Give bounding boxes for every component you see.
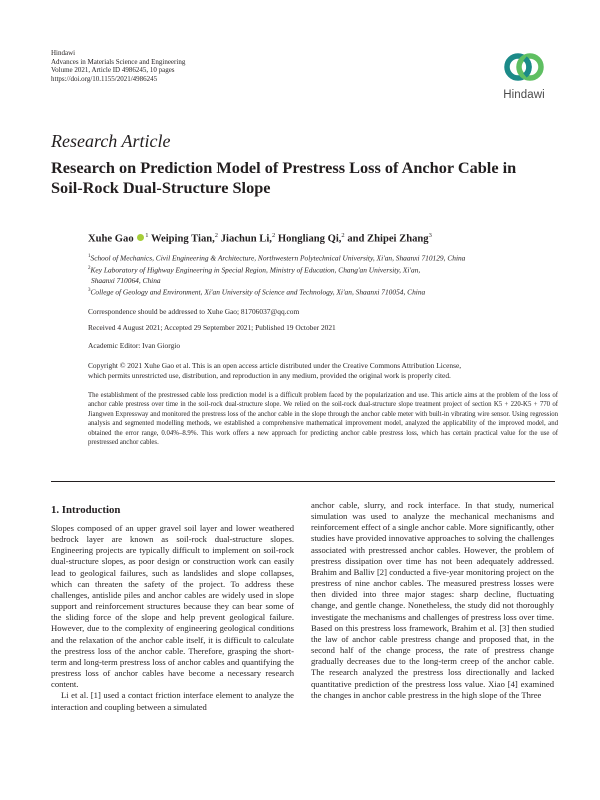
paragraph: Li et al. [1] used a contact friction interface element to analyze the interaction and coupling between a simulated	[51, 690, 294, 712]
hindawi-logo	[494, 46, 554, 101]
affiliation-text: College of Geology and Environment, Xi'an University of Science and Technology, Xi'an, Shaanxi 710054, China	[90, 287, 426, 297]
author-sup: 3	[428, 232, 432, 239]
affiliation-text: Key Laboratory of Highway Engineering in Special Region, Ministry of Education, Chang'an University, Xi'an,	[90, 265, 421, 275]
affiliation-2	[88, 264, 558, 276]
affiliation-text: School of Mechanics, Civil Engineering & Architecture, Northwestern Polytechnical University, Xi'an, Shaanxi 710129, China	[90, 253, 466, 263]
abstract: The establishment of the prestressed cable loss prediction model is a difficult problem faced by the popularization and use. This article aims at the problem of the loss of anchor cable prestress over time in the soil-rock dual-structure slope. We relied on the soil-rock dual-structure slope treatment project of section K5 + 220-K5 + 770 of Jiangwen Expressway and monitored the prestress loss of the anchor cable in the slope through the anchor cable meter with built-in vibrating wire sensor. Using regression analysis and segmented modelling methods, we established a comprehensive mathematical improvement model, analyzed the applicability of the improved model, and obtained the error range, 0.04%–8.9%. This work offers a new approach for predicting anchor cable prestress loss, which has certain practical value for the use of prestressed anchor cables.	[88, 392, 558, 447]
academic-editor: Academic Editor: Ivan Giorgio	[88, 341, 181, 350]
author-name: and Zhipei Zhang	[347, 233, 429, 245]
affiliation-2-cont	[88, 276, 558, 286]
author-list	[88, 232, 558, 245]
author-name: Hongliang Qi,	[277, 233, 342, 245]
orcid-icon[interactable]	[137, 234, 144, 241]
hindawi-logo-icon	[503, 46, 545, 88]
paper-title	[51, 158, 571, 198]
volume-info: Volume 2021, Article ID 4986245, 10 pages	[51, 66, 175, 75]
section-heading: 1. Introduction	[51, 504, 121, 516]
copyright-line-2: which permits unrestricted use, distribution, and reproduction in any medium, provided the original work is properly cited.	[88, 371, 451, 380]
publisher-name: Hindawi	[51, 49, 76, 57]
author-sup: 2	[271, 232, 276, 239]
author-name: Xuhe Gao	[88, 233, 134, 245]
doi-link[interactable]: https://doi.org/10.1155/2021/4986245	[51, 74, 158, 83]
correspondence: Correspondence should be addressed to Xuhe Gao; 81706037@qq.com	[88, 307, 300, 316]
title-line-1: Research on Prediction Model of Prestress Loss of Anchor Cable in	[51, 158, 517, 177]
divider	[51, 481, 555, 482]
publication-dates: Received 4 August 2021; Accepted 29 September 2021; Published 19 October 2021	[88, 323, 336, 332]
affiliation-3	[88, 286, 558, 298]
paragraph: anchor cable, slurry, and rock interface. In that study, numerical simulation was used to analyze the mechanical mechanisms and reinforcement effect of a single anchor cable. More significantly, other studies have provided innovative approaches to solving the challenges associated with prestressed anchor cables. However, the problem of prestress dissipation over time has not been adequately addressed. Brahim and Balliv [2] conducted a five-year monitoring project on the prestress of nine anchor cables. The measured prestress losses were then divided into three major stages: sharp decline, fluctuating change, and gentle change. Nonetheless, the study did not thoroughly investigate the mechanisms and challenges of prestress loss over time. Based on this prestress loss framework, Brahim et al. [3] then studied the law of anchor cable prestress change and proposed that, in the second half of the change process, the rate of prestress change gradually decreases due to the long-term creep of the anchor cable. The research analyzed the prestress loss directionally and lacked quantitative prediction of the prestress loss value. Xiao [4] examined the changes in anchor cable prestress in the high slope of the Three	[311, 500, 554, 700]
affiliation-sup: 3	[88, 288, 91, 294]
author-sup: 2	[341, 232, 345, 239]
paragraph: Slopes composed of an upper gravel soil layer and lower weathered bedrock layer are known as soil-rock dual-structure slopes. Engineering projects are typically difficult to implement on soil-rock dual-structure slopes, as poor design or construction work can easily lead to geological failures, such as landslides and slope collapses, which can threaten the safety of the project. To address these challenges, antislide piles and anchor cables are widely used in slope support and reinforcement structures because they can bear some of the sliding force of the slope and help prevent geological failure. However, due to the complexity of engineering geological conditions and the relaxation of the anchor cable itself, it is difficult to calculate the prestress loss of the anchor cable. Therefore, grasping the short-term and long-term prestress loss of anchor cables and quantifying the prestress loss of anchor cables have become a necessary research content.	[51, 523, 294, 690]
author-sup: 1	[145, 232, 149, 239]
body-column-right	[311, 500, 554, 701]
copyright-notice	[88, 361, 558, 381]
author-name: Jiachun Li,	[220, 233, 272, 245]
copyright-line-1: Copyright © 2021 Xuhe Gao et al. This is an open access article distributed under the Creative Commons Attribution License,	[88, 361, 462, 370]
affiliation-text: Shaanxi 710064, China	[91, 275, 161, 285]
affiliation-sup: 1	[88, 254, 91, 259]
article-type: Research Article	[51, 131, 171, 151]
body-column-left	[51, 523, 294, 713]
journal-name: Advances in Materials Science and Engineering	[51, 57, 186, 66]
author-sup: 2	[214, 232, 219, 239]
affiliation-sup: 2	[88, 265, 91, 271]
affiliation-1	[88, 252, 558, 264]
affiliations	[88, 252, 558, 298]
hindawi-logo-text: Hindawi	[503, 89, 545, 101]
title-line-2: Soil-Rock Dual-Structure Slope	[51, 178, 271, 197]
author-name: Weiping Tian,	[151, 233, 215, 245]
journal-meta	[51, 49, 185, 83]
